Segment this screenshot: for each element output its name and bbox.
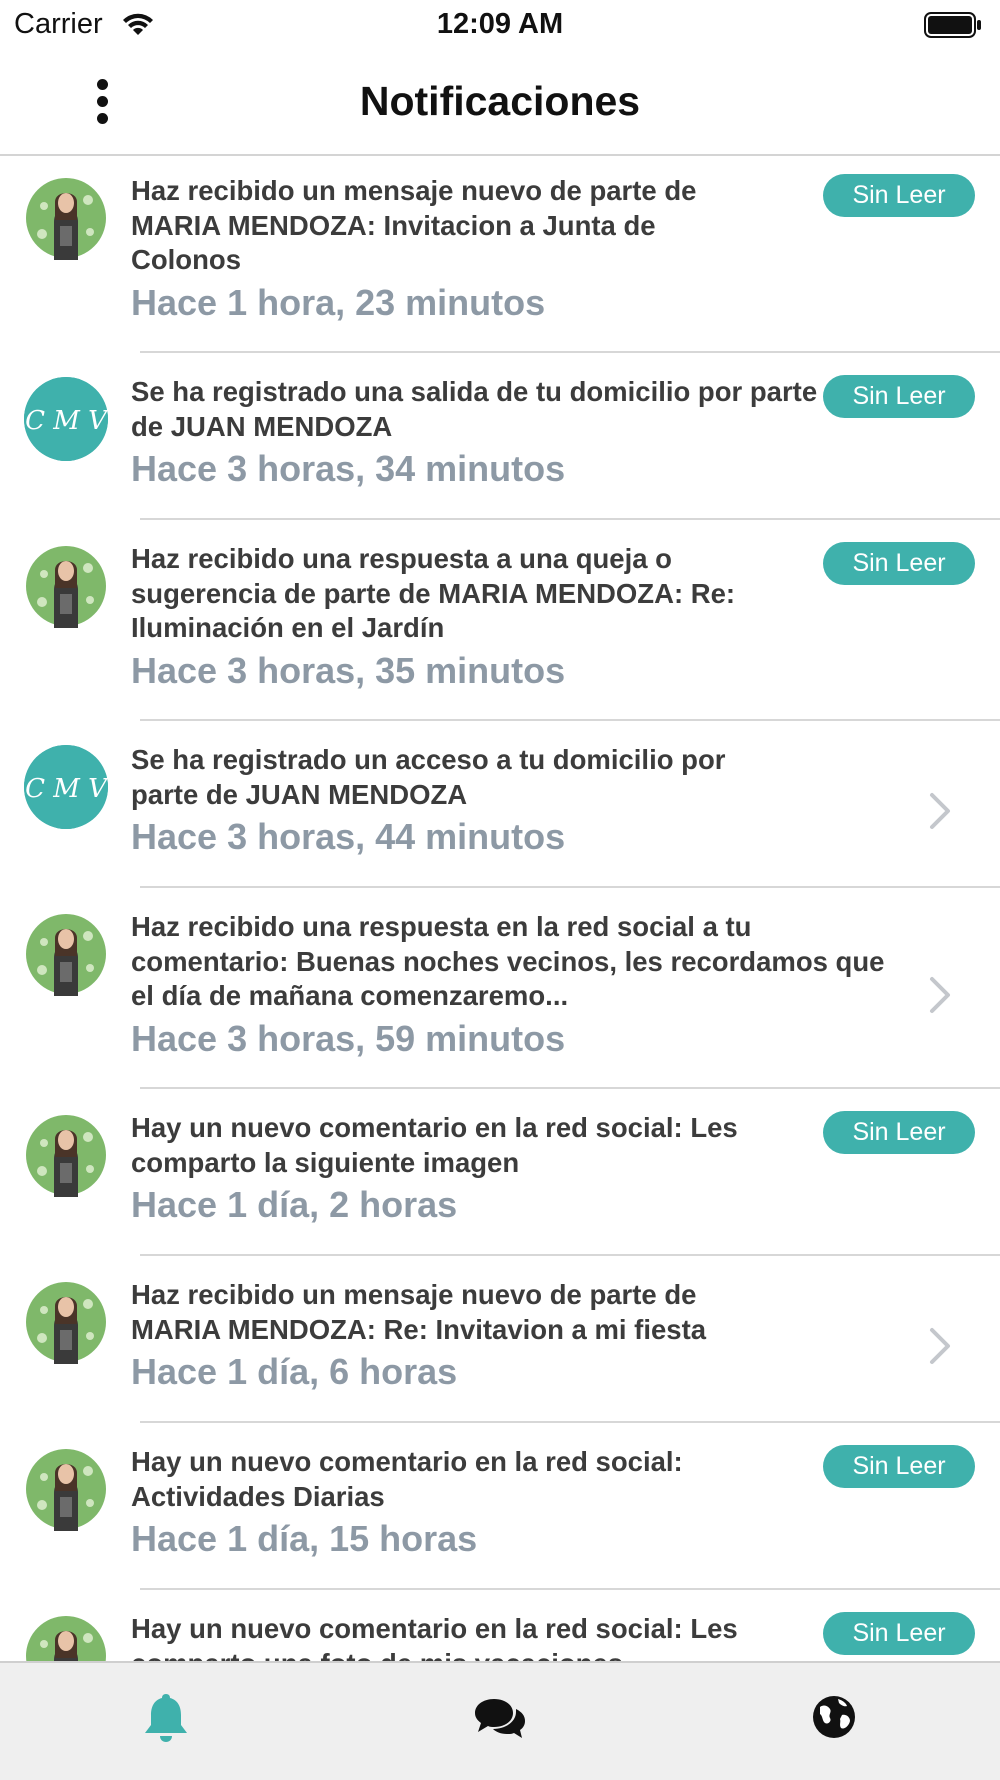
notification-time: Hace 1 día, 2 horas [131,1184,458,1225]
chevron-right-icon[interactable] [926,791,954,831]
notification-message: Hay un nuevo comentario en la red social: Actividades Diarias [131,1446,683,1512]
user-avatar [24,1280,108,1364]
notification-time: Hace 3 horas, 44 minutos [131,816,566,857]
notification-list[interactable] [0,156,1000,1661]
notification-message: Se ha registrado un acceso a tu domicilio por parte de JUAN MENDOZA [131,744,726,810]
status-time: 12:09 AM [436,8,564,40]
battery-icon [924,12,982,38]
notification-message: Hay un nuevo comentario en la red social: Les [131,1613,738,1644]
user-avatar [24,912,108,996]
tab-community[interactable] [806,1689,862,1745]
tab-messages[interactable] [472,1689,528,1745]
notification-time: Hace 3 horas, 35 minutos [131,649,566,691]
chevron-right-icon[interactable] [926,975,954,1015]
status-bar [0,0,1000,50]
svg-text:C M V: C M V [25,406,107,436]
notification-time: Hace 1 día, 15 horas [131,1518,478,1559]
notification-message: Se ha registrado una salida de tu domicilio por parte de JUAN MENDOZA [131,376,818,442]
notification-message: Haz recibido un mensaje nuevo de parte de MARIA MENDOZA: Invitacion a Junta de Colonos [131,175,697,275]
notification-message: Haz recibido un mensaje nuevo de parte de MARIA MENDOZA: Re: Invitavion a mi fiesta [131,1279,707,1345]
globe-icon [806,1689,862,1745]
unread-badge: Sin Leer [823,1111,975,1154]
cmv-logo-avatar [24,377,108,461]
notification-item[interactable] [0,353,1000,520]
notification-time: Hace 1 día, 6 horas [131,1351,458,1392]
unread-badge: Sin Leer [823,1445,975,1488]
notification-item[interactable] [0,1089,1000,1256]
notification-message: Haz recibido una respuesta a una queja o sugerencia de parte de MARIA MENDOZA: Re: Iluminación en el Jardín [131,543,736,643]
unread-badge: Sin Leer [823,1612,975,1655]
notification-item[interactable] [0,156,1000,353]
notification-item[interactable] [0,1423,1000,1590]
user-avatar [24,176,108,260]
user-avatar [24,1447,108,1531]
bell-icon [138,1689,194,1745]
nav-bar [0,50,1000,156]
notification-item[interactable] [0,721,1000,888]
carrier-label: Carrier [14,8,103,40]
unread-badge: Sin Leer [823,375,975,418]
user-avatar [24,1113,108,1197]
svg-text:C M V: C M V [25,774,107,804]
unread-badge: Sin Leer [823,542,975,585]
notification-time: Hace 1 hora, 23 minutos [131,281,546,323]
tab-bar [0,1661,1000,1780]
chevron-right-icon[interactable] [926,1326,954,1366]
notification-message: Hay un nuevo comentario en la red social: Les comparto la siguiente imagen [131,1112,738,1178]
notification-time: Hace 3 horas, 59 minutos [131,1017,566,1059]
notification-time: Hace 3 horas, 34 minutos [131,448,566,489]
chat-bubbles-icon [472,1689,528,1745]
notification-item[interactable] [0,888,1000,1089]
unread-badge: Sin Leer [823,174,975,217]
notification-item[interactable] [0,1256,1000,1423]
notification-message: Haz recibido una respuesta en la red social a tu comentario: Buenas noches vecinos, les recordamos que el día de mañana comenzaremo... [131,911,885,1011]
cmv-logo-avatar [24,745,108,829]
page-title: Notificaciones [359,78,641,124]
user-avatar [24,544,108,628]
notification-item[interactable] [0,520,1000,721]
tab-notifications[interactable] [138,1689,194,1745]
